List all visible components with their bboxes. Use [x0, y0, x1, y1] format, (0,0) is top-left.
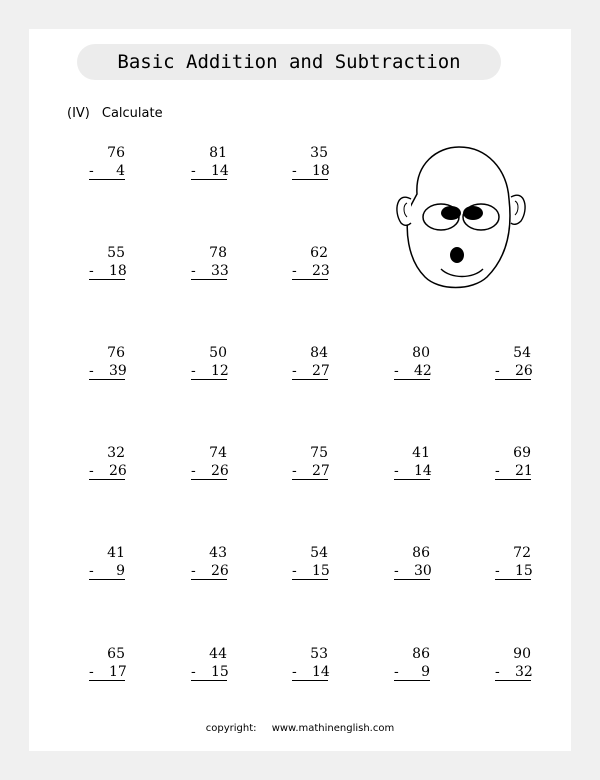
subtrahend-line [89, 263, 125, 280]
worksheet [29, 29, 571, 751]
minuend: 84 [310, 345, 328, 361]
subtrahend-line [495, 664, 531, 681]
minuend: 62 [310, 245, 328, 261]
minuend: 81 [209, 145, 227, 161]
subtrahend-line [191, 163, 227, 180]
minus-sign: - [191, 563, 196, 579]
subtrahend: 32 [515, 664, 533, 680]
minus-sign: - [191, 263, 196, 279]
subtrahend: 26 [515, 363, 533, 379]
minuend: 76 [107, 345, 125, 361]
subtrahend-line [191, 664, 227, 681]
subtrahend-line [394, 463, 430, 480]
subtrahend: 21 [515, 463, 533, 479]
minus-sign: - [495, 664, 500, 680]
subtraction-problem [270, 545, 330, 585]
subtraction-problem [270, 245, 330, 285]
subtrahend-line [292, 463, 328, 480]
minus-sign: - [191, 664, 196, 680]
subtrahend: 26 [109, 463, 127, 479]
subtraction-problem [270, 445, 330, 485]
minuend: 50 [209, 345, 227, 361]
subtrahend: 15 [515, 563, 533, 579]
minuend: 86 [412, 646, 430, 662]
subtraction-problem [67, 345, 127, 385]
subtrahend-line [191, 363, 227, 380]
subtrahend: 12 [211, 363, 229, 379]
minuend: 54 [513, 345, 531, 361]
subtraction-problem [372, 445, 432, 485]
minus-sign: - [89, 363, 94, 379]
minuend: 90 [513, 646, 531, 662]
subtrahend-line [495, 363, 531, 380]
subtraction-problem [67, 646, 127, 686]
subtraction-problem [169, 646, 229, 686]
minuend: 74 [209, 445, 227, 461]
minus-sign: - [292, 563, 297, 579]
minuend: 69 [513, 445, 531, 461]
subtraction-problem [169, 445, 229, 485]
subtrahend: 9 [421, 664, 430, 680]
subtrahend-line [292, 363, 328, 380]
minus-sign: - [292, 363, 297, 379]
subtrahend-line [191, 463, 227, 480]
minus-sign: - [89, 563, 94, 579]
section-instruction: Calculate [101, 106, 163, 121]
minuend: 72 [513, 545, 531, 561]
subtraction-problem [473, 445, 533, 485]
minuend: 76 [107, 145, 125, 161]
subtrahend-line [191, 563, 227, 580]
copyright-label: copyright: [205, 723, 257, 734]
minus-sign: - [495, 463, 500, 479]
subtraction-problem [473, 545, 533, 585]
subtrahend-line [495, 463, 531, 480]
minuend: 78 [209, 245, 227, 261]
subtrahend-line [394, 363, 430, 380]
minus-sign: - [89, 263, 94, 279]
subtraction-problem [67, 245, 127, 285]
subtrahend: 27 [312, 363, 330, 379]
subtrahend-line [292, 263, 328, 280]
subtraction-problem [169, 545, 229, 585]
subtrahend-line [89, 664, 125, 681]
minuend: 80 [412, 345, 430, 361]
subtraction-problem [67, 445, 127, 485]
subtrahend-line [292, 163, 328, 180]
minuend: 41 [412, 445, 430, 461]
subtrahend-line [191, 263, 227, 280]
subtraction-problem [67, 545, 127, 585]
minus-sign: - [191, 163, 196, 179]
minuend: 86 [412, 545, 430, 561]
subtraction-problem [270, 345, 330, 385]
minuend: 55 [107, 245, 125, 261]
minus-sign: - [394, 563, 399, 579]
minuend: 41 [107, 545, 125, 561]
subtrahend-line [292, 563, 328, 580]
subtrahend-line [89, 363, 125, 380]
minus-sign: - [394, 463, 399, 479]
subtraction-problem [372, 345, 432, 385]
minuend: 65 [107, 646, 125, 662]
subtrahend: 18 [109, 263, 127, 279]
minus-sign: - [292, 263, 297, 279]
minus-sign: - [89, 163, 94, 179]
worksheet-title: Basic Addition and Subtraction [77, 44, 501, 80]
subtrahend: 30 [414, 563, 432, 579]
subtrahend: 26 [211, 463, 229, 479]
minus-sign: - [394, 363, 399, 379]
subtraction-problem [372, 646, 432, 686]
subtraction-problem [270, 145, 330, 185]
subtrahend: 17 [109, 664, 127, 680]
subtraction-problem [473, 646, 533, 686]
minuend: 44 [209, 646, 227, 662]
website-link[interactable]: www.mathinenglish.com [271, 723, 395, 734]
subtraction-problem [169, 345, 229, 385]
subtrahend: 4 [116, 163, 125, 179]
subtrahend: 27 [312, 463, 330, 479]
subtrahend-line [394, 563, 430, 580]
subtraction-problem [67, 145, 127, 185]
section-number: (IV) [67, 106, 90, 121]
minus-sign: - [394, 664, 399, 680]
subtraction-problem [270, 646, 330, 686]
subtrahend: 26 [211, 563, 229, 579]
subtrahend-line [292, 664, 328, 681]
minus-sign: - [191, 363, 196, 379]
minus-sign: - [495, 563, 500, 579]
subtrahend: 14 [211, 163, 229, 179]
subtrahend: 42 [414, 363, 432, 379]
minuend: 75 [310, 445, 328, 461]
subtrahend-line [394, 664, 430, 681]
subtrahend-line [89, 563, 125, 580]
minus-sign: - [292, 463, 297, 479]
subtrahend-line [89, 463, 125, 480]
minus-sign: - [292, 163, 297, 179]
minuend: 43 [209, 545, 227, 561]
subtraction-problem [473, 345, 533, 385]
subtrahend: 23 [312, 263, 330, 279]
minus-sign: - [495, 363, 500, 379]
cartoon-face-illustration [377, 139, 537, 299]
minus-sign: - [292, 664, 297, 680]
subtrahend: 14 [414, 463, 432, 479]
minuend: 32 [107, 445, 125, 461]
minuend: 35 [310, 145, 328, 161]
section-heading [67, 106, 163, 121]
subtrahend: 9 [116, 563, 125, 579]
subtrahend: 33 [211, 263, 229, 279]
subtrahend: 15 [312, 563, 330, 579]
minuend: 54 [310, 545, 328, 561]
minus-sign: - [89, 463, 94, 479]
subtrahend-line [89, 163, 125, 180]
subtrahend: 18 [312, 163, 330, 179]
subtraction-problem [169, 145, 229, 185]
subtrahend: 14 [312, 664, 330, 680]
minus-sign: - [89, 664, 94, 680]
minuend: 53 [310, 646, 328, 662]
minus-sign: - [191, 463, 196, 479]
subtraction-problem [372, 545, 432, 585]
subtraction-problem [169, 245, 229, 285]
footer [29, 723, 571, 734]
subtrahend: 15 [211, 664, 229, 680]
subtrahend: 39 [109, 363, 127, 379]
subtrahend-line [495, 563, 531, 580]
